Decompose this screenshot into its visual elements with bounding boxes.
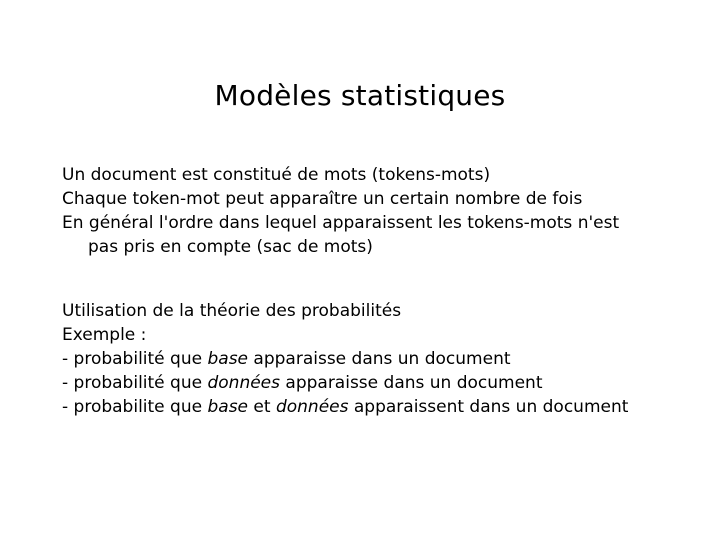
- text-line-3: En général l'ordre dans lequel apparaissent les tokens-mots n'est: [62, 213, 620, 233]
- text-line-probabilities-intro: Utilisation de la théorie des probabilités: [62, 301, 402, 321]
- example-both-term-base: base: [207, 397, 249, 417]
- text-line-1: Un document est constitué de mots (tokens-mots): [62, 165, 491, 185]
- slide-title: Modèles statistiques: [214, 79, 506, 112]
- text-line-4: pas pris en compte (sac de mots): [88, 237, 373, 257]
- text-block-probabilities: [62, 299, 682, 419]
- text-line-example-label: Exemple :: [62, 325, 147, 345]
- example-donnees-prefix: - probabilité que: [62, 373, 208, 393]
- example-both-middle: et: [248, 397, 276, 417]
- example-both-prefix: - probabilite que: [62, 397, 208, 417]
- text-line-2: Chaque token-mot peut apparaître un certain nombre de fois: [62, 189, 583, 209]
- example-both-suffix: apparaissent dans un document: [348, 397, 629, 417]
- text-line-example-donnees: [62, 371, 682, 395]
- example-donnees-term: données: [207, 373, 280, 393]
- example-base-prefix: - probabilité que: [62, 349, 208, 369]
- example-donnees-suffix: apparaisse dans un document: [280, 373, 543, 393]
- example-both-term-donnees: données: [275, 397, 349, 417]
- example-base-term: base: [207, 349, 249, 369]
- example-base-suffix: apparaisse dans un document: [248, 349, 511, 369]
- text-block-document-description: [62, 163, 682, 259]
- text-line-example-both: [62, 395, 682, 419]
- text-line-example-base: [62, 347, 682, 371]
